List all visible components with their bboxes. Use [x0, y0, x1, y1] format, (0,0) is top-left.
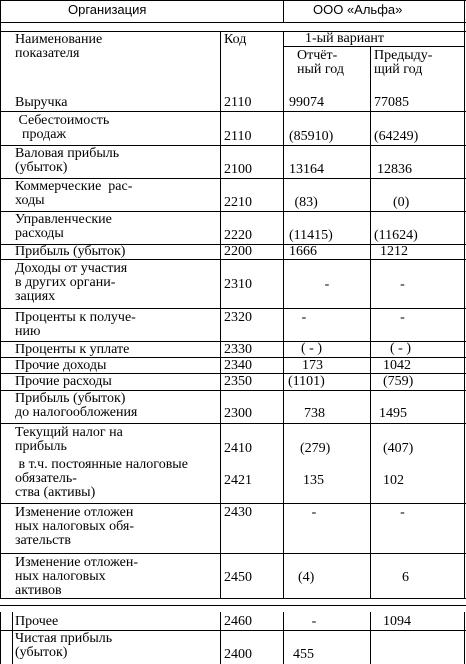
table-part2-right [464, 612, 465, 664]
row-name: Проценты к уплате [15, 342, 130, 357]
row-code: 2300 [224, 406, 252, 421]
row-name: Проценты к получе- нию [15, 310, 136, 339]
row-code: 2340 [224, 358, 252, 373]
row-value-current: (4) [298, 570, 315, 585]
col-header-variant: 1-ый вариант [305, 31, 385, 46]
row-name: Чистая прибыль (убыток) [15, 631, 113, 660]
row-value-current: 99074 [289, 95, 324, 110]
row-code: 2210 [224, 195, 252, 210]
row-value-current: 13164 [289, 162, 324, 177]
row-value-current: ( - ) [301, 341, 322, 356]
row-value-current: 173 [302, 358, 323, 373]
table-border-right [464, 0, 465, 599]
row-code: 2320 [224, 310, 252, 325]
table-part2-left-inner [12, 612, 13, 664]
row-value-previous: 1212 [380, 244, 408, 259]
row-code: 2421 [224, 473, 252, 488]
row-value-previous: 102 [383, 473, 404, 488]
row-value-current: - [311, 505, 317, 520]
row-line [0, 308, 466, 309]
row-value-previous: 77085 [374, 95, 409, 110]
row-name: Изменение отложен- ных налоговых активов [15, 555, 138, 598]
table-part2-top-2 [0, 605, 466, 606]
row-name: Прибыль (убыток) [15, 244, 126, 259]
variant-line [283, 46, 465, 47]
row-code: 2460 [224, 614, 252, 629]
row-code: 2330 [224, 342, 252, 357]
row-value-previous: 12836 [377, 162, 412, 177]
row-value-current: - [311, 614, 317, 629]
table-part2-left [0, 612, 1, 664]
row-value-previous: (11624) [374, 228, 418, 243]
row-code: 2430 [224, 505, 252, 520]
row-value-previous: (0) [386, 195, 410, 210]
row-name: Валовая прибыль (убыток) [15, 146, 120, 175]
row-name: Себестоимость продаж [18, 113, 110, 142]
row-value-current: (11415) [289, 228, 333, 243]
row-value-current: 455 [293, 647, 314, 662]
row-value-previous: (64249) [374, 129, 419, 144]
row-line [0, 423, 466, 424]
row-code: 2220 [224, 228, 252, 243]
row-value-current: - [301, 310, 307, 325]
code-col-line [220, 612, 221, 664]
code-col-line [220, 31, 221, 599]
row-value-current: - [324, 277, 330, 292]
row-name: Изменение отложен ных налоговых обя- зательств [15, 505, 134, 548]
col-header-code: Код [224, 32, 247, 47]
table-border-left [0, 0, 1, 599]
prev-col-line [370, 612, 371, 664]
row-name: Прочие расходы [15, 374, 112, 389]
row-line [0, 259, 466, 260]
row-line [0, 111, 466, 112]
row-code: 2110 [224, 95, 252, 110]
header-vline [283, 0, 284, 23]
row-code: 2350 [224, 374, 252, 389]
row-code: 2110 [224, 129, 252, 144]
row-value-current: (279) [300, 441, 331, 456]
row-line [0, 553, 466, 554]
row-value-previous: 1042 [383, 358, 411, 373]
row-line [0, 503, 466, 504]
row-value-previous: - [400, 505, 405, 520]
row-name: в т.ч. постоянные налоговые обязатель- ства (активы) [15, 457, 188, 500]
row-value-previous: ( - ) [390, 341, 411, 356]
row-value-previous: 1495 [379, 406, 407, 421]
header-divider [0, 22, 466, 23]
row-value-current: (1101) [288, 374, 325, 389]
org-label: Организация [68, 2, 147, 17]
row-name: Доходы от участия в других органи- зациях [15, 261, 128, 304]
row-value-current: 738 [304, 406, 325, 421]
row-code: 2450 [224, 570, 252, 585]
row-name: Прочие доходы [15, 358, 107, 373]
row-name: Прибыль (убыток) до налогообложения [15, 391, 138, 420]
row-name: Управленческие расходы [15, 212, 112, 241]
table-part1-bottom [0, 598, 466, 599]
row-name: Текущий налог на прибыль [15, 425, 123, 454]
row-name: Выручка [15, 95, 68, 110]
row-value-previous: - [400, 277, 405, 292]
row-name: Коммерческие рас- ходы [15, 179, 133, 208]
table-border-top [0, 0, 466, 1]
row-value-previous: - [400, 310, 405, 325]
row-code: 2310 [224, 277, 252, 292]
col-header-report-year: Отчёт- ный год [297, 48, 345, 77]
row-code: 2410 [224, 441, 252, 456]
row-value-current: 1666 [289, 244, 317, 259]
row-value-previous: 6 [402, 570, 409, 585]
col-header-name: Наименование показателя [15, 32, 103, 61]
row-code: 2100 [224, 162, 252, 177]
row-value-current: (85910) [289, 129, 334, 144]
row-value-previous: 1094 [383, 614, 411, 629]
row-code: 2400 [224, 647, 252, 662]
row-name: Прочее [15, 614, 59, 629]
row-value-current: (83) [291, 195, 318, 210]
row-code: 2200 [224, 244, 252, 259]
col-header-prev-year: Предыду- щий год [374, 48, 433, 77]
row-value-previous: (759) [383, 374, 414, 389]
org-name: ООО «Альфа» [313, 2, 403, 17]
row-value-previous: (407) [383, 441, 414, 456]
row-value-current: 135 [303, 473, 324, 488]
